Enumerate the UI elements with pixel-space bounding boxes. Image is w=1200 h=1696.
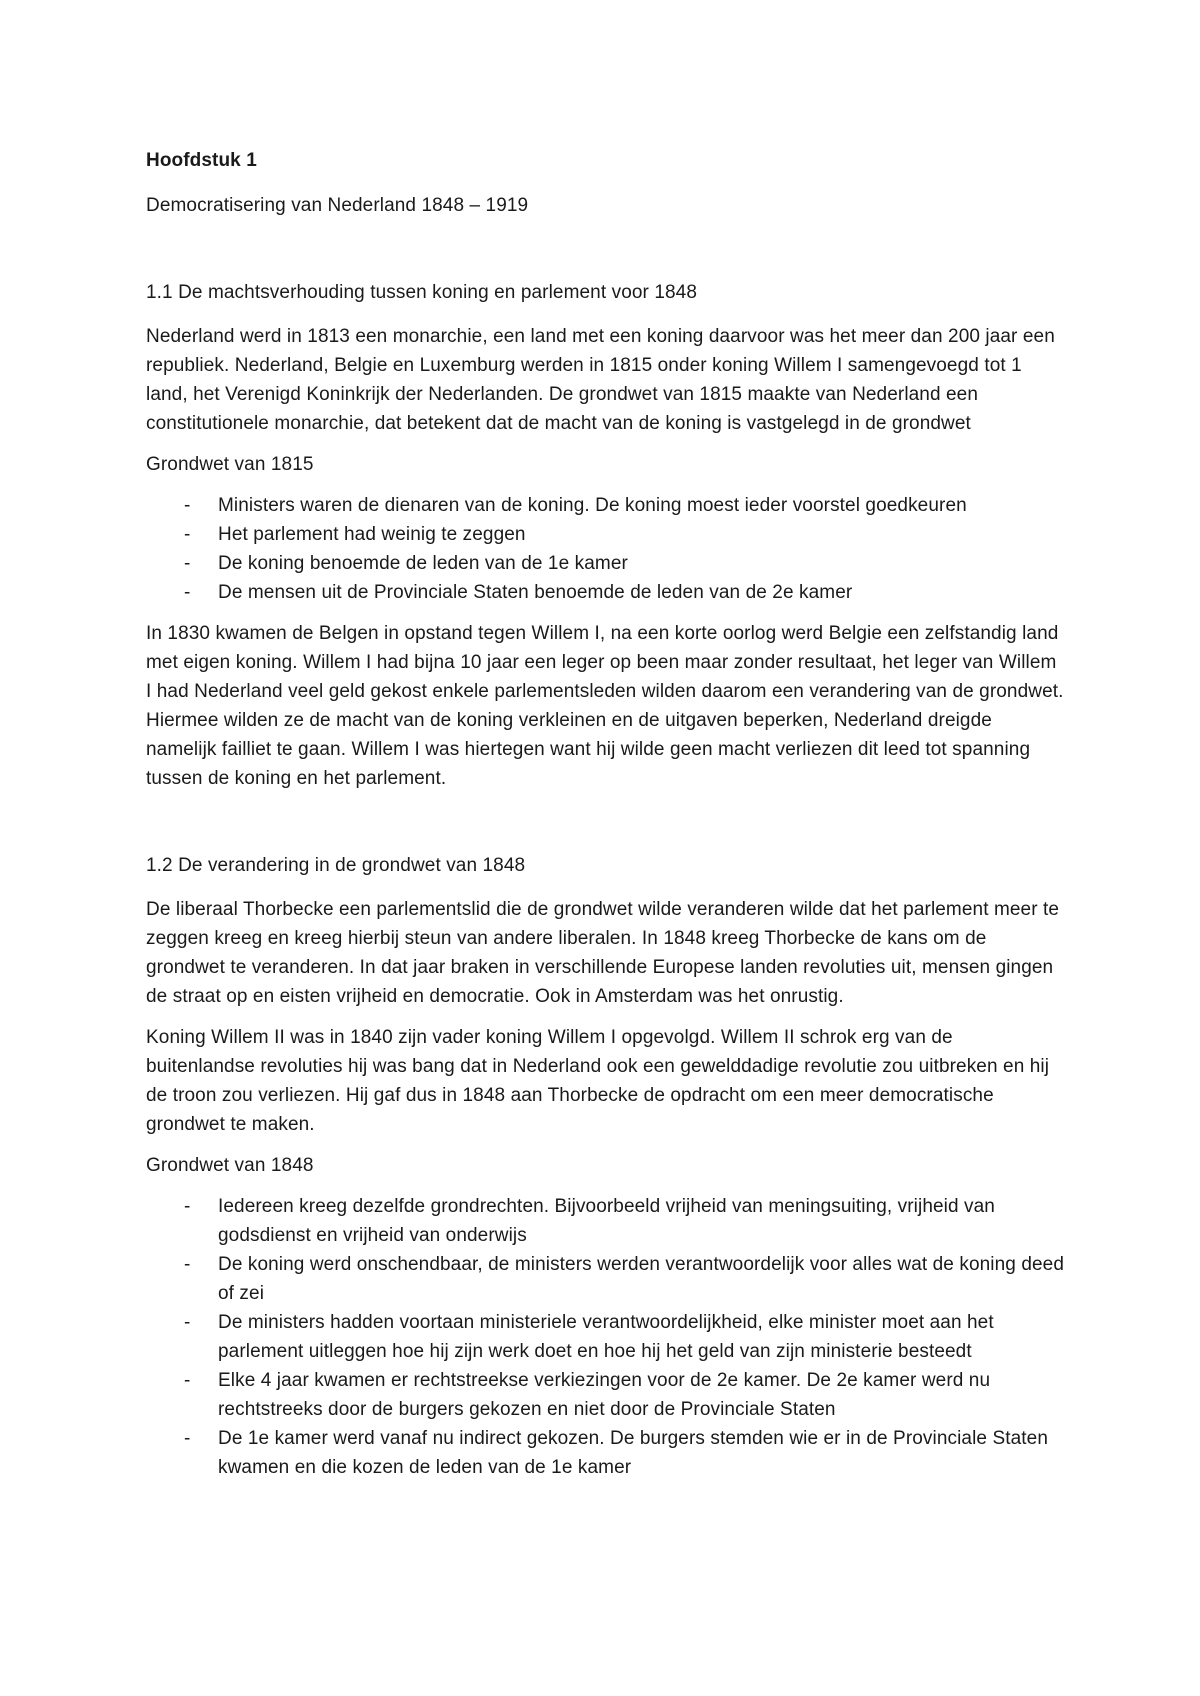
section-2-paragraph-1: De liberaal Thorbecke een parlementslid die de grondwet wilde veranderen wilde dat het parlement meer te zeggen kreeg en kreeg hierbij steun van andere liberalen. In 1848 kreeg Thorbecke de kans om de grondwet te veranderen. In dat jaar braken in verschillende Europese landen revoluties uit, mensen gingen de straat op en eisten vrijheid en democratie. Ook in Amsterdam was het onrustig. bbox=[146, 899, 1060, 1007]
list-item bbox=[146, 578, 1066, 607]
list-marker: - bbox=[184, 495, 191, 516]
section-1-paragraph-2: In 1830 kwamen de Belgen in opstand tegen Willem I, na een korte oorlog werd Belgie een zelfstandig land met eigen koning. Willem I had bijna 10 jaar een leger op been maar zonder resultaat, het leger van Willem I had Nederland veel geld gekost enkele parlementsleden wilden daarom een verandering van de grondwet. Hiermee wilden ze de macht van de koning verkleinen en de uitgaven beperken, Nederland dreigde namelijk failliet te gaan. Willem I was hiertegen want hij wilde geen macht verliezen dit leed tot spanning tussen de koning en het parlement. bbox=[146, 623, 1064, 789]
list-item-text: Iedereen kreeg dezelfde grondrechten. Bijvoorbeeld vrijheid van meningsuiting, vrijheid van godsdienst en vrijheid van onderwijs bbox=[218, 1196, 995, 1246]
section-1-list-title: Grondwet van 1815 bbox=[146, 454, 314, 475]
list-marker: - bbox=[184, 1196, 191, 1217]
document-body bbox=[146, 146, 1066, 1494]
section-1-paragraph-1: Nederland werd in 1813 een monarchie, een land met een koning daarvoor was het meer dan 200 jaar een republiek. Nederland, Belgie en Luxemburg werden in 1815 onder koning Willem I samengevoegd tot 1 land, het Verenigd Koninkrijk der Nederlanden. De grondwet van 1815 maakte van Nederland een constitutionele monarchie, dat betekent dat de macht van de koning is vastgelegd in de grondwet bbox=[146, 326, 1055, 434]
list-item bbox=[146, 1424, 1066, 1482]
section-spacer bbox=[146, 805, 1066, 851]
list-marker: - bbox=[184, 524, 191, 545]
section-2-heading: 1.2 De verandering in de grondwet van 1848 bbox=[146, 855, 526, 876]
list-marker: - bbox=[184, 553, 191, 574]
list-item bbox=[146, 1192, 1066, 1250]
list-item-text: Het parlement had weinig te zeggen bbox=[218, 524, 526, 545]
list-marker: - bbox=[184, 1254, 191, 1275]
list-marker: - bbox=[184, 1428, 191, 1449]
list-item bbox=[146, 491, 1066, 520]
list-item bbox=[146, 1250, 1066, 1308]
list-marker: - bbox=[184, 582, 191, 603]
chapter-subtitle: Democratisering van Nederland 1848 – 1919 bbox=[146, 195, 529, 216]
section-2-bullet-list bbox=[146, 1192, 1066, 1482]
list-marker: - bbox=[184, 1312, 191, 1333]
list-item bbox=[146, 1308, 1066, 1366]
list-item-text: De ministers hadden voortaan ministeriele verantwoordelijkheid, elke minister moet aan het parlement uitleggen hoe hij zijn werk doet en hoe hij het geld van zijn ministerie besteedt bbox=[218, 1312, 994, 1362]
list-item bbox=[146, 549, 1066, 578]
section-2-paragraph-2: Koning Willem II was in 1840 zijn vader koning Willem I opgevolgd. Willem II schrok erg van de buitenlandse revoluties hij was bang dat in Nederland ook een gewelddadige revolutie zou uitbreken en hij de troon zou verliezen. Hij gaf dus in 1848 aan Thorbecke de opdracht om een meer democratische grondwet te maken. bbox=[146, 1027, 1050, 1135]
list-item-text: De mensen uit de Provinciale Staten benoemde de leden van de 2e kamer bbox=[218, 582, 853, 603]
list-item bbox=[146, 520, 1066, 549]
section-2-list-title: Grondwet van 1848 bbox=[146, 1155, 314, 1176]
section-1-bullet-list bbox=[146, 491, 1066, 607]
list-item bbox=[146, 1366, 1066, 1424]
section-1-heading: 1.1 De machtsverhouding tussen koning en parlement voor 1848 bbox=[146, 282, 698, 303]
list-item-text: Ministers waren de dienaren van de koning. De koning moest ieder voorstel goedkeuren bbox=[218, 495, 967, 516]
list-item-text: De 1e kamer werd vanaf nu indirect gekozen. De burgers stemden wie er in de Provinciale Staten kwamen en die kozen de leden van de 1e kamer bbox=[218, 1428, 1048, 1478]
list-marker: - bbox=[184, 1370, 191, 1391]
chapter-title: Hoofdstuk 1 bbox=[146, 150, 257, 171]
list-item-text: Elke 4 jaar kwamen er rechtstreekse verkiezingen voor de 2e kamer. De 2e kamer werd nu rechtstreeks door de burgers gekozen en niet door de Provinciale Staten bbox=[218, 1370, 991, 1420]
list-item-text: De koning werd onschendbaar, de ministers werden verantwoordelijk voor alles wat de koning deed of zei bbox=[218, 1254, 1064, 1304]
list-item-text: De koning benoemde de leden van de 1e kamer bbox=[218, 553, 628, 574]
